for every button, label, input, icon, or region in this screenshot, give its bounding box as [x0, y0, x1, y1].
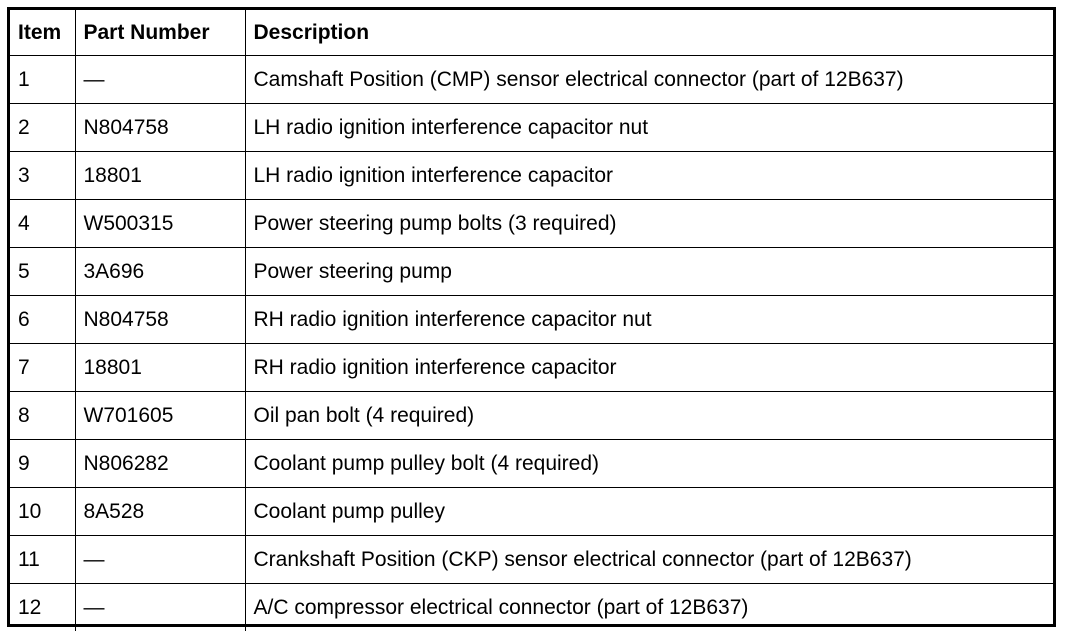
- description-cell: Oil pan bolt (4 required): [245, 392, 1053, 440]
- description-cell: Coolant pump pulley: [245, 488, 1053, 536]
- table-row: [10, 536, 1053, 584]
- description-cell: RH radio ignition interference capacitor: [245, 344, 1053, 392]
- item-cell: 3: [10, 152, 75, 200]
- part-number-cell: —: [75, 584, 245, 632]
- table-row: [10, 248, 1053, 296]
- part-number-cell: W500315: [75, 200, 245, 248]
- table-row: [10, 440, 1053, 488]
- item-cell: 4: [10, 200, 75, 248]
- table-row: [10, 488, 1053, 536]
- table-row: [10, 584, 1053, 632]
- description-cell: RH radio ignition interference capacitor nut: [245, 296, 1053, 344]
- column-header-part-number: Part Number: [75, 10, 245, 56]
- item-cell: 9: [10, 440, 75, 488]
- item-cell: 12: [10, 584, 75, 632]
- table-row: [10, 200, 1053, 248]
- item-cell: 10: [10, 488, 75, 536]
- item-cell: 5: [10, 248, 75, 296]
- table-row: [10, 56, 1053, 104]
- item-cell: 11: [10, 536, 75, 584]
- description-cell: Power steering pump: [245, 248, 1053, 296]
- description-cell: Camshaft Position (CMP) sensor electrical connector (part of 12B637): [245, 56, 1053, 104]
- table-row: [10, 296, 1053, 344]
- item-cell: 2: [10, 104, 75, 152]
- part-number-cell: —: [75, 56, 245, 104]
- part-number-cell: —: [75, 536, 245, 584]
- description-cell: LH radio ignition interference capacitor nut: [245, 104, 1053, 152]
- part-number-cell: N804758: [75, 296, 245, 344]
- description-cell: Crankshaft Position (CKP) sensor electrical connector (part of 12B637): [245, 536, 1053, 584]
- item-cell: 1: [10, 56, 75, 104]
- table-header-row: [10, 10, 1053, 56]
- table-row: [10, 392, 1053, 440]
- table-row: [10, 344, 1053, 392]
- parts-table: [10, 10, 1053, 631]
- description-cell: Power steering pump bolts (3 required): [245, 200, 1053, 248]
- part-number-cell: W701605: [75, 392, 245, 440]
- table-row: [10, 152, 1053, 200]
- part-number-cell: N806282: [75, 440, 245, 488]
- part-number-cell: 18801: [75, 344, 245, 392]
- item-cell: 8: [10, 392, 75, 440]
- column-header-description: Description: [245, 10, 1053, 56]
- part-number-cell: 3A696: [75, 248, 245, 296]
- description-cell: A/C compressor electrical connector (part of 12B637): [245, 584, 1053, 632]
- item-cell: 7: [10, 344, 75, 392]
- table-row: [10, 104, 1053, 152]
- part-number-cell: N804758: [75, 104, 245, 152]
- item-cell: 6: [10, 296, 75, 344]
- description-cell: LH radio ignition interference capacitor: [245, 152, 1053, 200]
- parts-table-frame: [7, 7, 1056, 627]
- part-number-cell: 8A528: [75, 488, 245, 536]
- description-cell: Coolant pump pulley bolt (4 required): [245, 440, 1053, 488]
- column-header-item: Item: [10, 10, 75, 56]
- part-number-cell: 18801: [75, 152, 245, 200]
